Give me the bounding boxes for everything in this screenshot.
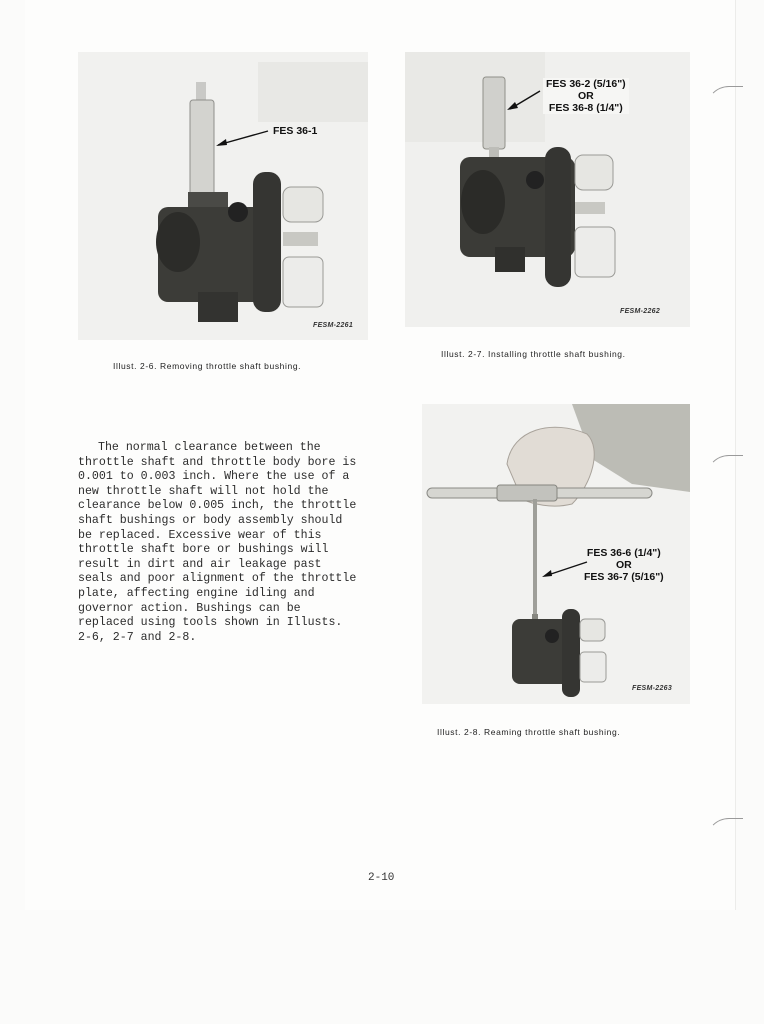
callout-line: OR <box>577 90 594 102</box>
tool-callout <box>273 125 317 137</box>
callout-line: FES 36-8 (1/4") <box>548 102 623 114</box>
throttle-body-image <box>78 52 368 340</box>
tool-callout <box>543 78 629 114</box>
body-paragraph: The normal clearance between the throttle shaft and throttle body bore is 0.001 to 0.003 inch. Where the use of a new throttle shaft will not hold the clearance below 0.005 inch, the throttle shaft bushings or body assembly should be replaced. Excessive wear of this throttle shaft bore or bushings will result in dirt and air leakage past seals and poor alignment of the throttle plate, affecting engine idling and governor action. Bushings can be replaced using tools shown in Illusts. 2-6, 2-7 and 2-8. <box>78 441 357 644</box>
illust-2-8-caption: Illust. 2-8. Reaming throttle shaft bushing. <box>437 727 621 737</box>
illust-2-7-photo <box>405 52 690 327</box>
figure-code: FESM-2261 <box>313 322 354 329</box>
illust-2-6-photo <box>78 52 368 340</box>
illust-2-7-caption: Illust. 2-7. Installing throttle shaft bushing. <box>441 349 626 359</box>
callout-line: FES 36-7 (5/16") <box>584 571 664 583</box>
callout-line: OR <box>615 559 632 571</box>
callout-line: FES 36-1 <box>273 125 318 137</box>
callout-line: FES 36-2 (5/16") <box>546 78 626 90</box>
page-number: 2-10 <box>368 872 395 884</box>
illust-2-6-caption: Illust. 2-6. Removing throttle shaft bushing. <box>113 361 302 371</box>
figure-code: FESM-2262 <box>620 308 661 315</box>
body-text <box>78 441 363 645</box>
callout-line: FES 36-6 (1/4") <box>586 547 661 559</box>
figure-code: FESM-2263 <box>632 685 673 692</box>
illust-2-8-photo <box>422 404 690 704</box>
tool-callout <box>584 547 664 583</box>
